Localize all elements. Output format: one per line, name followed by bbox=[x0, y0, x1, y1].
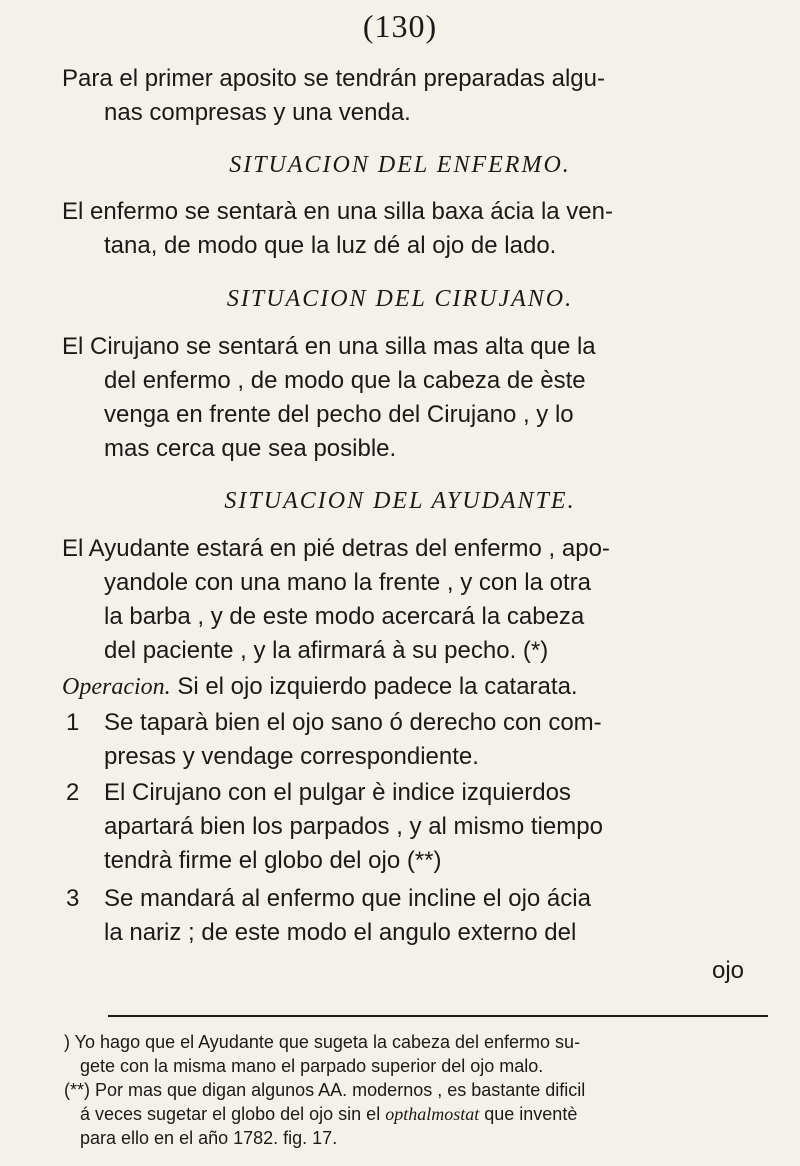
footnote-2-line-1: (**) Por mas que digan algunos AA. modernos , es bastante dificil bbox=[64, 1080, 586, 1100]
step-3-line-2: la nariz ; de este modo el angulo externo del bbox=[104, 919, 577, 946]
intro-line-2: nas compresas y una venda. bbox=[104, 99, 411, 126]
operation-line bbox=[62, 672, 578, 702]
operation-text: Si el ojo izquierdo padece la catarata. bbox=[177, 673, 578, 700]
step-2-line-3: tendrà firme el globo del ojo (**) bbox=[104, 847, 442, 874]
step-2-text-1: El Cirujano con el pulgar è indice izquierdos bbox=[104, 779, 571, 806]
page-number: (130) bbox=[362, 8, 438, 44]
step-1-number: 1 bbox=[66, 709, 80, 736]
section-cirujano-line-4: mas cerca que sea posible. bbox=[104, 435, 397, 462]
section-heading-ayudante: SITUACION DEL AYUDANTE. bbox=[224, 488, 576, 514]
footnote-2-line-3: para ello en el año 1782. fig. 17. bbox=[80, 1128, 338, 1148]
section-ayudante-line-1: El Ayudante estará en pié detras del enfermo , apo- bbox=[62, 535, 610, 562]
step-3-line-1 bbox=[66, 884, 591, 914]
section-ayudante-line-4: del paciente , y la afirmará à su pecho. (*) bbox=[104, 637, 549, 664]
section-cirujano-line-2: del enfermo , de modo que la cabeza de èste bbox=[104, 367, 586, 394]
catchword: ojo bbox=[712, 957, 745, 984]
section-cirujano-line-1: El Cirujano se sentará en una silla mas alta que la bbox=[62, 333, 596, 360]
section-ayudante-line-3: la barba , y de este modo acercará la cabeza bbox=[104, 603, 585, 630]
footnote-2-line-2-pre: á veces sugetar el globo del ojo sin el bbox=[80, 1104, 381, 1124]
step-1-line-1 bbox=[66, 708, 602, 738]
step-2-number: 2 bbox=[66, 779, 80, 806]
footnote-1-line-1: ) Yo hago que el Ayudante que sugeta la cabeza del enfermo su- bbox=[64, 1032, 581, 1052]
intro-line-1: Para el primer aposito se tendrán preparadas algu- bbox=[62, 65, 605, 92]
footnote-2-line-2-post: que inventè bbox=[484, 1104, 578, 1124]
section-enfermo-line-2: tana, de modo que la luz dé al ojo de lado. bbox=[104, 232, 557, 259]
step-3-text-1: Se mandará al enfermo que incline el ojo ácia bbox=[104, 885, 591, 912]
footnote-2-instrument-name: opthalmostat bbox=[385, 1104, 480, 1124]
step-2-line-2: apartará bien los parpados , y al mismo tiempo bbox=[104, 813, 603, 840]
step-3-number: 3 bbox=[66, 885, 80, 912]
step-2-line-1 bbox=[66, 778, 571, 808]
footnote-1-line-2: gete con la misma mano el parpado superior del ojo malo. bbox=[80, 1056, 544, 1076]
section-enfermo-line-1: El enfermo se sentarà en una silla baxa ácia la ven- bbox=[62, 198, 613, 225]
step-1-text-1: Se taparà bien el ojo sano ó derecho con com- bbox=[104, 709, 602, 736]
section-heading-enfermo: SITUACION DEL ENFERMO. bbox=[229, 152, 571, 178]
section-cirujano-line-3: venga en frente del pecho del Cirujano , y lo bbox=[104, 401, 574, 428]
section-heading-cirujano: SITUACION DEL CIRUJANO. bbox=[226, 286, 574, 312]
footnote-divider bbox=[108, 1015, 768, 1017]
operation-label: Operacion. bbox=[62, 674, 171, 700]
footnote-2-line-2 bbox=[80, 1102, 577, 1126]
section-ayudante-line-2: yandole con una mano la frente , y con la otra bbox=[104, 569, 591, 596]
step-1-line-2: presas y vendage correspondiente. bbox=[104, 743, 479, 770]
